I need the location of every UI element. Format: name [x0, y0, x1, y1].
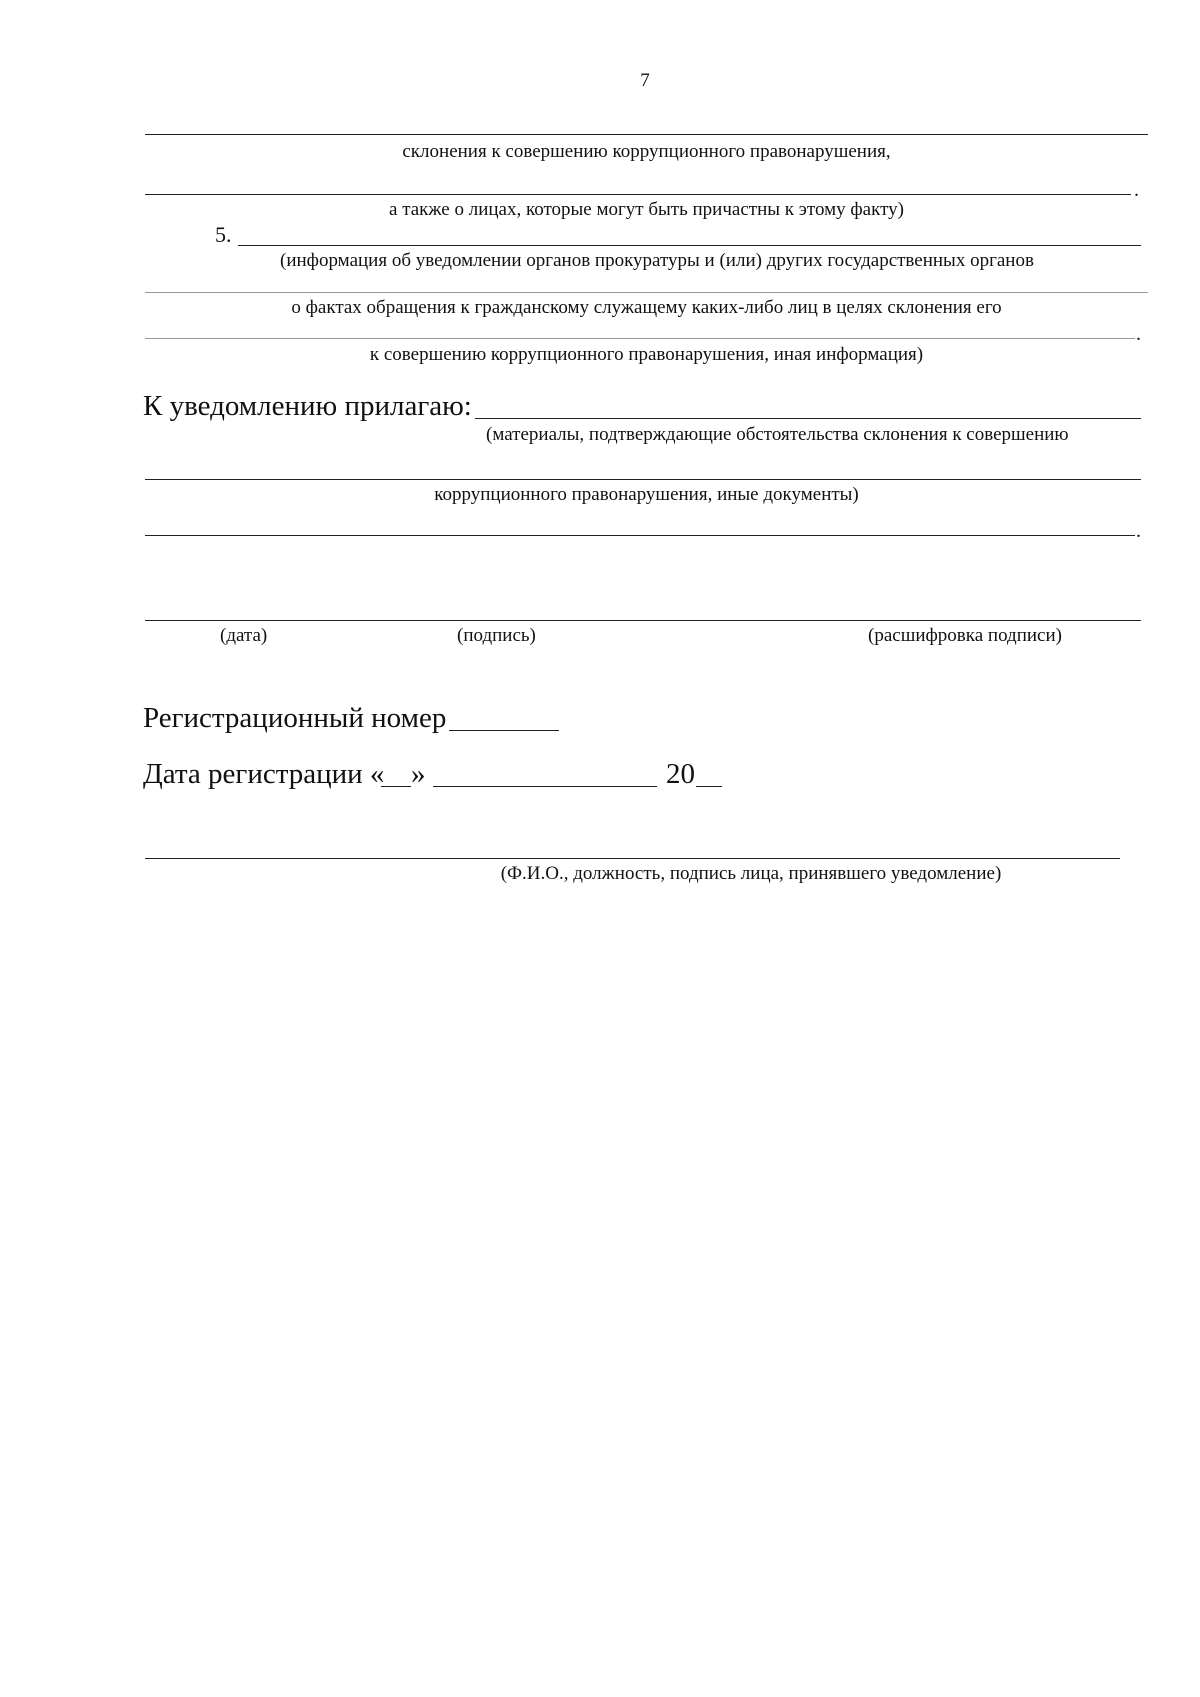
- receiver-line: [145, 858, 1120, 859]
- year-line: [696, 786, 722, 787]
- fill-line: [145, 194, 1131, 195]
- attach-label: К уведомлению прилагаю:: [143, 390, 472, 422]
- month-line: [433, 786, 657, 787]
- fill-line: [145, 292, 1148, 293]
- attach-caption2: коррупционного правонарушения, иные документы): [434, 484, 859, 505]
- receiver-caption: (Ф.И.О., должность, подпись лица, принявшего уведомление): [500, 863, 1002, 884]
- decode-caption: (расшифровка подписи): [868, 625, 1062, 646]
- attach-fill-line: [475, 418, 1141, 419]
- item5-caption2: о фактах обращения к гражданскому служащему каких-либо лиц в целях склонения его: [291, 297, 1002, 318]
- date-caption: (дата): [220, 625, 268, 646]
- item-number: 5.: [215, 222, 232, 247]
- quote-close: »: [411, 758, 426, 790]
- attach-caption1: (материалы, подтверждающие обстоятельства склонения к совершению: [486, 424, 1069, 445]
- day-line: [381, 786, 411, 787]
- fill-line: [145, 338, 1135, 339]
- fill-line: [238, 245, 1141, 246]
- line-end-period: .: [1136, 323, 1141, 345]
- page-number: 7: [640, 70, 650, 91]
- sign-caption: (подпись): [457, 625, 536, 646]
- item5-caption1: (информация об уведомлении органов прокуратуры и (или) других государственных органов: [280, 250, 1034, 271]
- line2-caption: а также о лицах, которые могут быть причастны к этому факту): [389, 199, 904, 220]
- line1-caption: склонения к совершению коррупционного правонарушения,: [402, 141, 891, 162]
- registration-number-label: Регистрационный номер: [143, 702, 447, 734]
- line-end-period: .: [1136, 520, 1141, 542]
- registration-date-label: Дата регистрации «: [143, 758, 385, 790]
- registration-number-line: [449, 730, 559, 731]
- line-end-period: .: [1134, 179, 1139, 201]
- item5-caption3: к совершению коррупционного правонарушения, иная информация): [369, 344, 924, 365]
- signature-line: [145, 620, 1141, 621]
- year-prefix: 20: [666, 758, 695, 790]
- fill-line: [145, 479, 1141, 480]
- fill-line: [145, 134, 1148, 135]
- fill-line: [145, 535, 1135, 536]
